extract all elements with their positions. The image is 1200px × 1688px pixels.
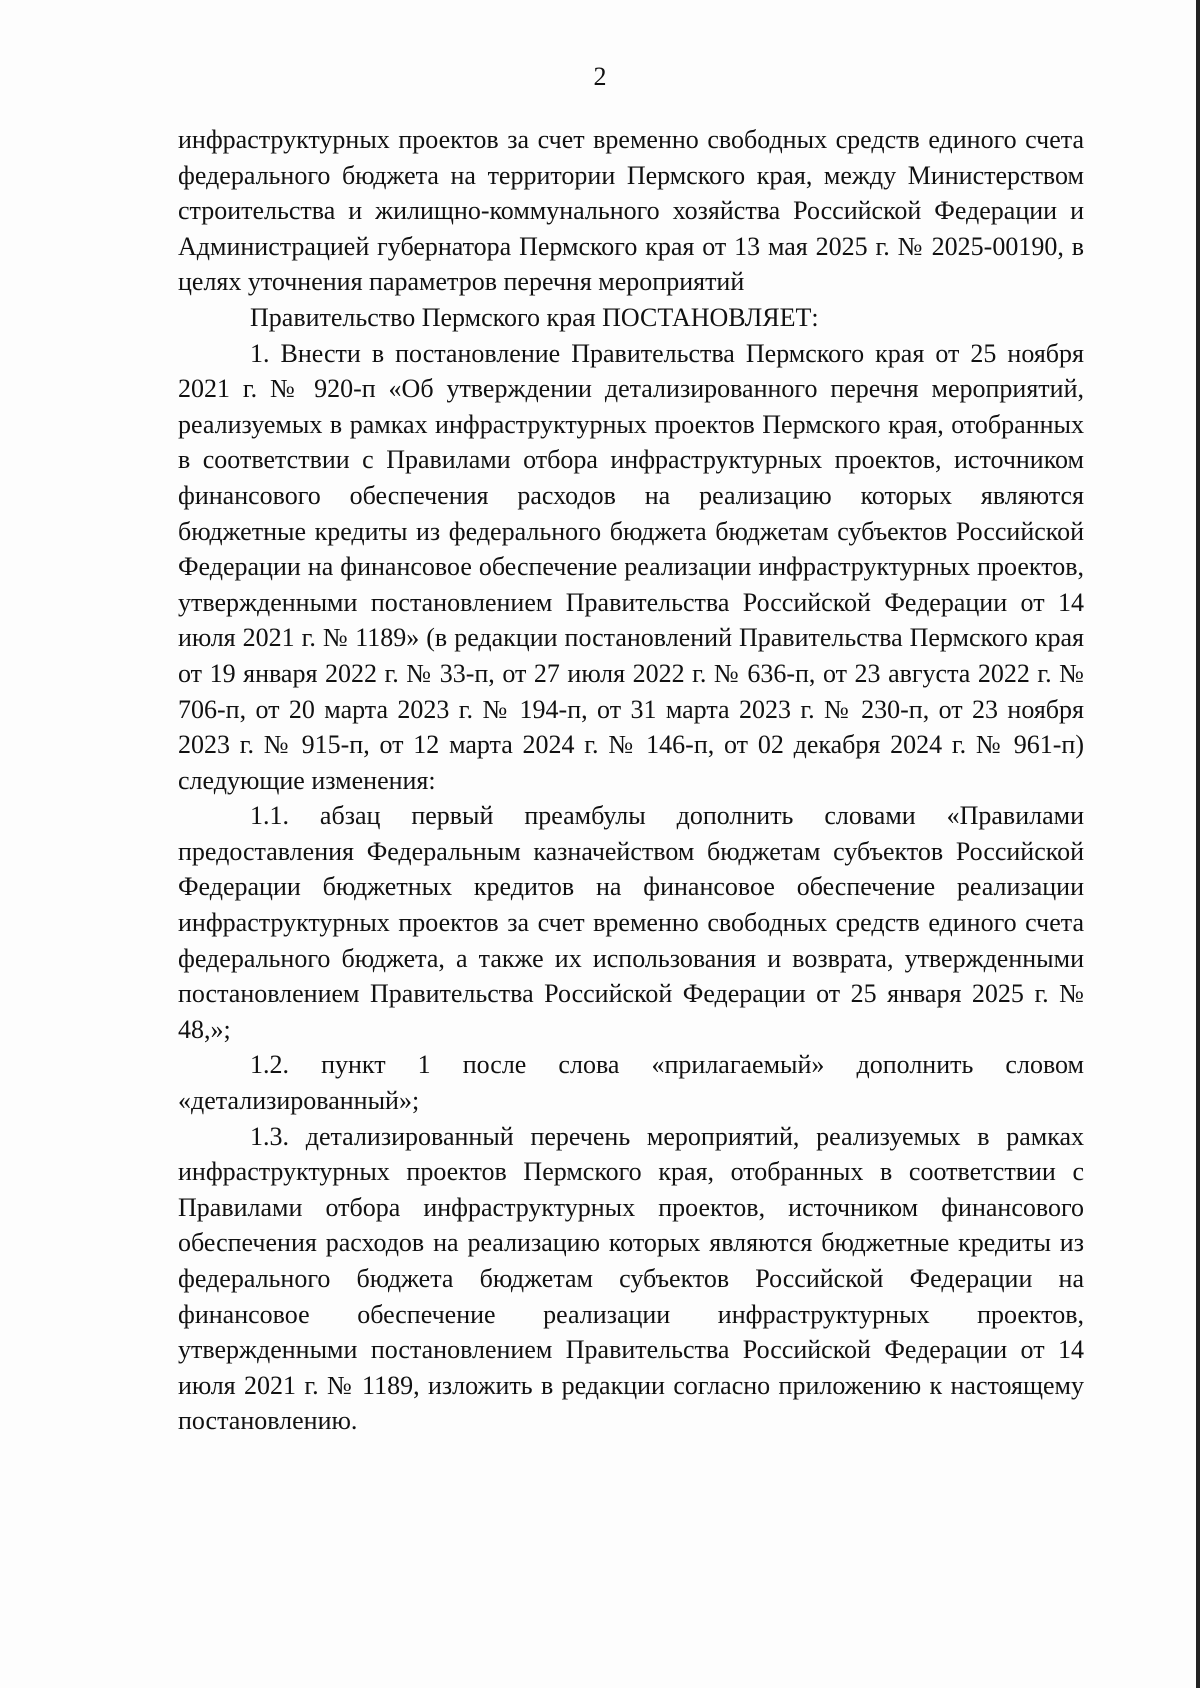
scan-edge-border <box>1196 0 1200 1688</box>
document-body <box>178 122 1084 1439</box>
page-number: 2 <box>593 62 607 91</box>
paragraph-item-1: 1. Внести в постановление Правительства Пермского края от 25 ноября 2021 г. № 920-п «Об утверждении детализированного перечня мероприятий, реализуемых в рамках инфраструктурных проектов Пермского края, отобранных в соответствии с Правилами отбора инфраструктурных проектов, источником финансового обеспечения расходов на реализацию которых являются бюджетные кредиты из федерального бюджета бюджетам субъектов Российской Федерации на финансовое обеспечение реализации инфраструктурных проектов, утвержденными постановлением Правительства Российской Федерации от 14 июля 2021 г. № 1189» (в редакции постановлений Правительства Пермского края от 19 января 2022 г. № 33-п, от 27 июля 2022 г. № 636-п, от 23 августа 2022 г. № 706-п, от 20 марта 2023 г. № 194-п, от 31 марта 2023 г. № 230-п, от 23 ноября 2023 г. № 915-п, от 12 марта 2024 г. № 146-п, от 02 декабря 2024 г. № 961-п) следующие изменения: <box>178 338 1084 795</box>
paragraph-item-1-2: 1.2. пункт 1 после слова «прилагаемый» дополнить словом «детализированный»; <box>178 1050 1084 1116</box>
paragraph-resolution-heading: Правительство Пермского края ПОСТАНОВЛЯЕТ: <box>250 302 819 332</box>
paragraph-item-1-3: 1.3. детализированный перечень мероприятий, реализуемых в рамках инфраструктурных проектов Пермского края, отобранных в соответствии с Правилами отбора инфраструктурных проектов, источником финансового обеспечения расходов на реализацию которых являются бюджетные кредиты из федерального бюджета бюджетам субъектов Российской Федерации на финансовое обеспечение реализации инфраструктурных проектов, утвержденными постановлением Правительства Российской Федерации от 14 июля 2021 г. № 1189, изложить в редакции согласно приложению к настоящему постановлению. <box>178 1121 1084 1436</box>
paragraph-item-1-1: 1.1. абзац первый преамбулы дополнить словами «Правилами предоставления Федеральным казначейством бюджетам субъектов Российской Федерации бюджетных кредитов на финансовое обеспечение реализации инфраструктурных проектов за счет временно свободных средств единого счета федерального бюджета, а также их использования и возврата, утвержденными постановлением Правительства Российской Федерации от 25 января 2025 г. № 48,»; <box>178 801 1084 1044</box>
paragraph-continuation: инфраструктурных проектов за счет временно свободных средств единого счета федерального бюджета на территории Пермского края, между Министерством строительства и жилищно-коммунального хозяйства Российской Федерации и Администрацией губернатора Пермского края от 13 мая 2025 г. № 2025-00190, в целях уточнения параметров перечня мероприятий <box>178 125 1084 297</box>
